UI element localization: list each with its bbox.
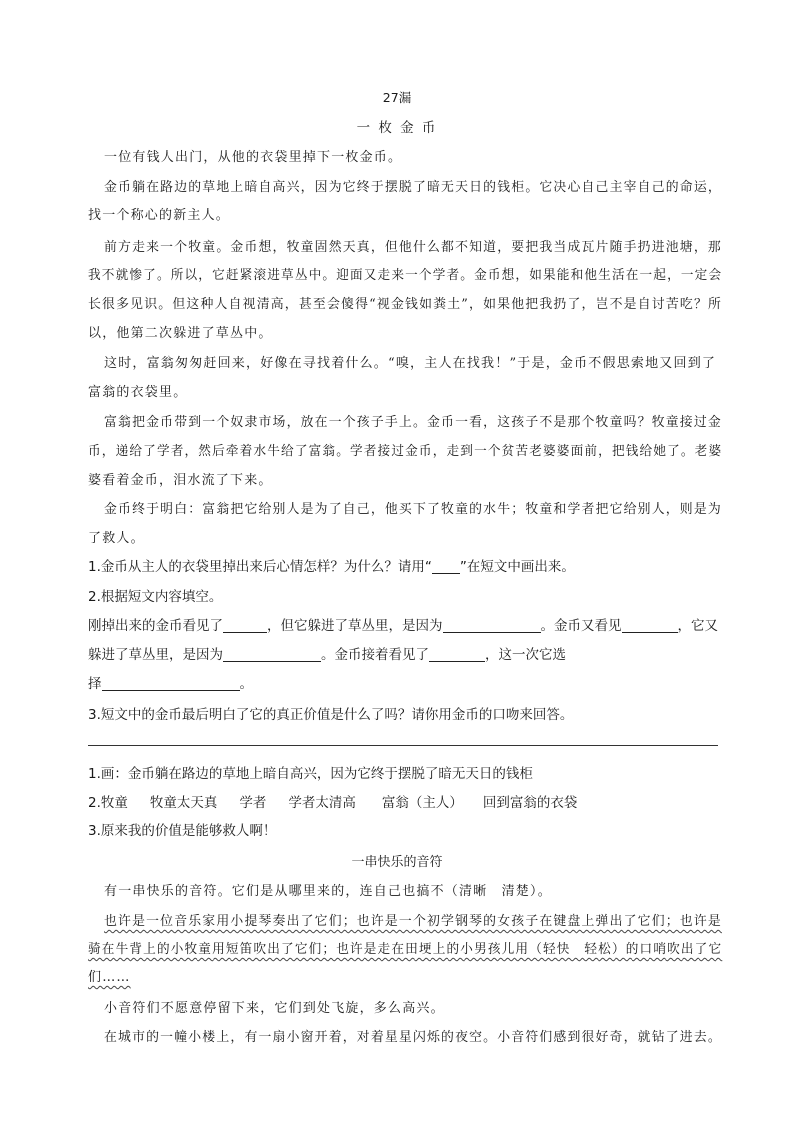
fill-text: 刚掉出来的金币看见了 (88, 618, 223, 634)
question-1 (88, 555, 575, 575)
answer-item: 富翁（主人） (381, 795, 463, 811)
fill-text: ，但它躲进了草丛里，是因为 (267, 618, 443, 634)
story2-title: 一串快乐的音符 (351, 855, 443, 870)
story1-paragraph-cont: 币，递给了学者，然后牵着水牛给了富翁。学者接过金币，走到一个贫苦老婆婆面前，把钱给她了。老婆 (88, 444, 723, 459)
answer-item: 回到富翁的衣袋 (482, 795, 578, 811)
story1-paragraph: 富翁把金币带到一个奴隶市场，放在一个孩子手上。金币一看，这孩子不是那个牧童吗？牧童接过金 (104, 415, 722, 430)
fill-blank[interactable] (429, 647, 485, 662)
fill-blank[interactable] (223, 618, 267, 633)
underline-marker (432, 559, 460, 574)
story1-paragraph: 金币躺在路边的草地上暗自高兴，因为它终于摆脱了暗无天日的钱柜。它决心自己主宰自己的命运， (104, 180, 722, 195)
story1-paragraph-cont: 我不就惨了。所以，它赶紧滚进草丛中。迎面又走来一个学者。金币想，如果能和他生活在一起，一定会 (88, 268, 723, 283)
story2-paragraph-wavy: 骑在牛背上的小牧童用短笛吹出了它们；也许是走在田埂上的小男孩儿用（轻快 轻松）的口哨吹出了它 (88, 942, 723, 957)
story2-paragraph: 小音符们不愿意停留下来，它们到处飞旋，多么高兴。 (104, 1001, 445, 1016)
story1-paragraph: 金币终于明白：富翁把它给别人是为了自己，他买下了牧童的水牛；牧童和学者把它给别人，则是为 (104, 502, 722, 517)
story2-paragraph: 在城市的一幢小楼上，有一扇小窗开着，对着星星闪烁的夜空。小音符们感到很好奇，就钻了进去。 (104, 1030, 722, 1045)
answer-item: 学者 (239, 795, 267, 811)
question-2: 2.根据短文内容填空。 (88, 589, 223, 605)
fill-text: 。金币接着看见了 (321, 647, 429, 663)
fill-blank[interactable] (102, 676, 240, 691)
question-1-text-end: ”在短文中画出来。 (459, 559, 575, 575)
question-3: 3.短文中的金币最后明白了它的真正价值是什么了吗？请你用金币的口吻来回答。 (88, 707, 574, 723)
answer-2 (88, 791, 577, 811)
question-2-line (88, 614, 718, 634)
fill-text: 。金币又看见 (540, 618, 622, 634)
story1-paragraph: 一位有钱人出门，从他的衣袋里掉下一枚金币。 (104, 150, 403, 165)
question-1-text: 1.金币从主人的衣袋里掉出来后心情怎样？为什么？请用“ (88, 559, 432, 575)
fill-blank[interactable] (443, 618, 541, 633)
fill-blank[interactable] (622, 618, 678, 633)
fill-text: 。 (239, 676, 253, 692)
story2-paragraph-wavy: 们…… (88, 970, 131, 985)
fill-blank[interactable] (223, 647, 321, 662)
question-2-line (88, 643, 566, 663)
story-title: 一 枚 金 币 (356, 120, 438, 136)
story1-paragraph: 这时，富翁匆匆赶回来，好像在寻找着什么。“嗅，主人在找我！”于是，金币不假思索地又回到了 (104, 356, 717, 371)
story2-paragraph: 有一串快乐的音符。它们是从哪里来的，连自己也搞不（清晰 清楚）。 (104, 884, 552, 899)
fill-text: ，这一次它选 (485, 647, 566, 663)
answer-item: 学者太清高 (288, 795, 356, 811)
story1-paragraph: 前方走来一个牧童。金币想，牧童固然天真，但他什么都不知道，要把我当成瓦片随手扔进池塘，那 (104, 240, 722, 255)
story1-paragraph-cont: 了救人。 (88, 531, 145, 546)
answer-item: 牧童太天真 (149, 795, 218, 811)
story1-paragraph-cont: 找一个称心的新主人。 (88, 208, 231, 223)
answer-3: 3.原来我的价值是能够救人啊！ (88, 823, 277, 839)
story2-paragraph-wavy: 也许是一位音乐家用小提琴奏出了它们；也许是一个初学钢琴的女孩子在键盘上弹出了它们；也许是 (104, 914, 722, 929)
question-2-line (88, 672, 253, 692)
fill-text: 择 (88, 676, 102, 692)
story1-paragraph-cont: 婆看着金币，泪水流了下来。 (88, 473, 273, 488)
lesson-number: 27漏 (382, 90, 412, 105)
divider-line (88, 745, 718, 746)
answer-item: 2.牧童 (88, 795, 128, 811)
answer-1: 1.画：金币躺在路边的草地上暗自高兴，因为它终于摆脱了暗无天日的钱柜 (88, 766, 533, 782)
fill-text: ，它又 (677, 618, 718, 634)
story1-paragraph-cont: 富翁的衣袋里。 (88, 385, 188, 400)
story1-paragraph-cont: 以，他第二次躲进了草丛中。 (88, 326, 273, 341)
fill-text: 躲进了草丛里，是因为 (88, 647, 223, 663)
story1-paragraph-cont: 长很多见识。但这种人自视清高，甚至会傻得“视金钱如粪土”，如果他把我扔了，岂不是自讨苦吃？所 (88, 297, 723, 312)
